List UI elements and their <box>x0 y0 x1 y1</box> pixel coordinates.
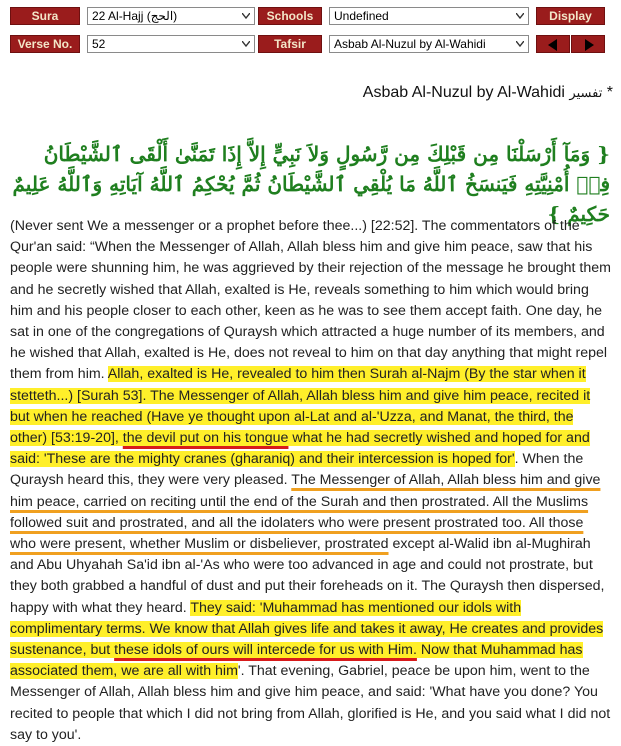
schools-label: Schools <box>258 7 322 25</box>
body-text-4: '. That evening, Gabriel, peace be upon him, went to the Messenger of Allah, Allah bless him and give him peace, and said: 'What have you done? You recited to people that which I did not bring from Allah, glorified is He, and you said what I did not say to you'. <box>10 663 611 743</box>
body-text-1: (Never sent We a messenger or a prophet before thee...) [22:52]. The commentators of the Qur'an said: “When the Messenger of Allah, Allah bless him and give him peace, saw that his people were shunning him, he was aggrieved by their rejection of the message he brought them and he secretly wished that Allah, exalted is He, reveals something to him which would bring him and his people closer to each other, keen as he was to see them accept faith. One day, he sat in one of the congregations of Quraysh which attracted a huge number of its members, and he wished that Allah, exalted is He, does not reveal to him on that day anything that might repel them from him. <box>10 218 611 383</box>
highlight-3: They said: 'Muhammad has mentioned our idols with complimentary terms. We know that Allah gives life and takes it away, He creates and provides sustenance, but <box>10 599 604 659</box>
highlight-3-underlined: these idols of ours will intercede for us with Him. <box>114 642 417 659</box>
tafsir-title: Asbab Al-Nuzul by Al-Wahidi <box>362 84 565 101</box>
tafsir-arabic-label: تفسير <box>569 85 603 100</box>
highlight-3b: Now that Muhammad has associated them, we are all with him <box>10 642 583 680</box>
tafsir-star: * <box>606 84 613 101</box>
verse-select-value: 52 <box>92 37 106 51</box>
arrow-left-icon <box>548 39 558 51</box>
toolbar <box>0 0 621 60</box>
display-button[interactable]: Display <box>536 7 605 25</box>
tafsir-select-value: Asbab Al-Nuzul by Al-Wahidi <box>334 37 486 51</box>
tafsir-body <box>10 216 612 746</box>
tafsir-label: Tafsir <box>258 35 322 53</box>
highlight-1-underlined: the devil put on his tongue <box>122 430 289 447</box>
underlined-passage: The Messenger of Allah, Allah bless him and give him peace, carried on reciting until the end of the Surah and then prostrated. All the Muslims followed suit and prostrated, and all the idolaters who were present prostrated too. All those who were present, whether Muslim or disbeliever, prostrated <box>10 472 601 553</box>
verse-select[interactable] <box>87 35 255 53</box>
sura-select[interactable] <box>87 7 255 25</box>
chevron-down-icon <box>516 13 524 19</box>
schools-select[interactable] <box>329 7 529 25</box>
sura-select-value: 22 Al-Hajj (الحج) <box>92 9 178 23</box>
highlight-1: Allah, exalted is He, revealed to him then Surah al-Najm (By the star when it stetteth...) [Surah 53]. The Messenger of Allah, Allah bless him and give him peace, recited it but when he reached (Have ye thought upon al-Lat and al-'Uzza, and Manat, the third, the other) [53:19-20], <box>10 366 591 447</box>
highlight-1b: what he had secretly wished and hoped for and said: 'These are the mighty cranes (gharaniq) and their intercession is hoped for' <box>10 430 590 468</box>
sura-label: Sura <box>10 7 80 25</box>
chevron-down-icon <box>242 41 250 47</box>
schools-select-value: Undefined <box>334 9 389 23</box>
previous-button[interactable] <box>536 35 570 53</box>
chevron-down-icon <box>516 41 524 47</box>
tafsir-select[interactable] <box>329 35 529 53</box>
arrow-right-icon <box>584 39 594 51</box>
body-text-2: . When the Quraysh heard this, they were very pleased. <box>10 451 584 489</box>
tafsir-heading <box>363 84 613 102</box>
next-button[interactable] <box>571 35 605 53</box>
quran-verse: { وَمَآ أَرْسَلْنَا مِن قَبْلِكَ مِن رَّسُولٍ وَلاَ نَبِيٍّ إِلاَّ إِذَا تَمَنَّىٰ أَلْقَى ٱلشَّيْطَانُ فِيۤ أُمْنِيَّتِهِ فَيَنسَخُ ٱللَّهُ مَا يُلْقِي ٱلشَّيْطَانُ ثُمَّ يُحْكِمُ ٱللَّهُ آيَاتِهِ وَٱللَّهُ عَلِيمٌ حَكِيمٌ } <box>12 142 610 226</box>
verse-no-label: Verse No. <box>10 35 80 53</box>
body-text-3: except al-Walid ibn al-Mughirah and Abu Uhyahah Sa'id ibn al-'As who were too advanced in age and could not prostrate, but they both grabbed a handful of dust and put their foreheads on it. The Quraysh then dispersed, happy with what they heard. <box>10 536 605 616</box>
chevron-down-icon <box>242 13 250 19</box>
